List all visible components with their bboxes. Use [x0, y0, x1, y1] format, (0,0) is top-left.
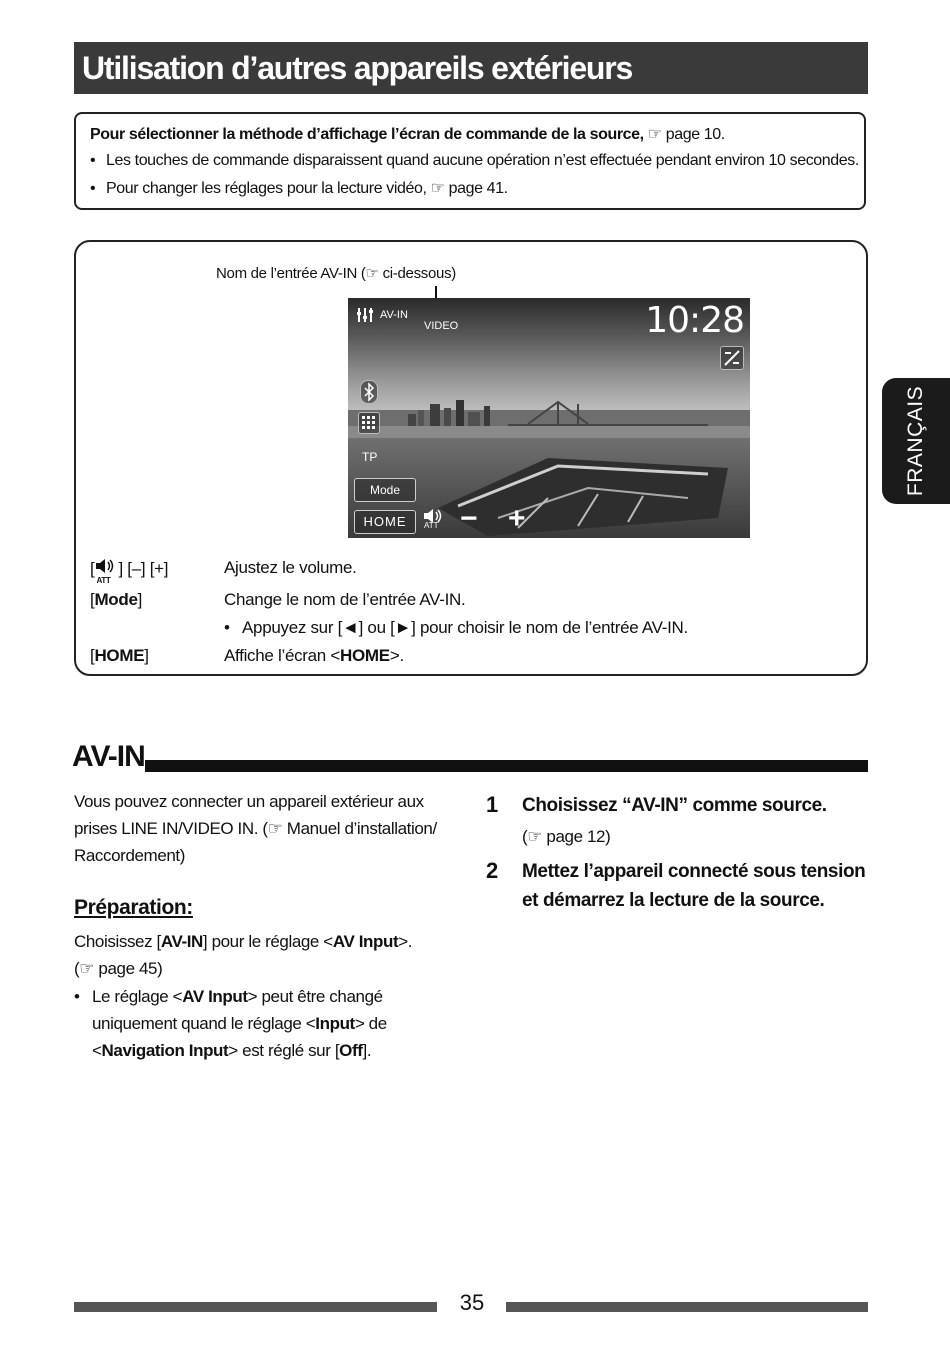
section-heading-av-in: AV-IN: [72, 740, 145, 773]
footer-bar-left: [74, 1302, 437, 1312]
info-line-1-ref: ☞ page 10.: [647, 126, 725, 143]
source-label: AV-IN: [380, 309, 408, 321]
section-heading-rule: [145, 760, 868, 772]
speaker-att-key: [94, 558, 118, 585]
home-desc-pre: Affiche l’écran <: [224, 646, 341, 665]
bullet-dot: •: [224, 618, 230, 637]
page-number: 35: [459, 1290, 485, 1315]
legend-mode-sub-bullet: [224, 618, 688, 638]
volume-up-button[interactable]: +: [508, 502, 526, 535]
prep-b3-e: ].: [362, 1041, 372, 1060]
bluetooth-icon[interactable]: [360, 380, 378, 404]
home-desc-post: >.: [389, 646, 404, 665]
prep-l1-b: AV-IN: [160, 932, 203, 951]
bracket-open: [: [90, 559, 95, 578]
prep-b3-b: Navigation Input: [101, 1041, 229, 1060]
prep-bullet-line-2: [92, 1014, 387, 1034]
prep-bullet-line-3: [92, 1041, 371, 1061]
prep-bullet-line-1: [74, 987, 383, 1007]
legend-home-key: [HOME]: [90, 646, 149, 665]
step-1-ref: (☞ page 12): [522, 827, 611, 846]
bullet-dot: •: [74, 987, 80, 1006]
intro-line-1: Vous pouvez connecter un appareil extérieur aux: [74, 792, 424, 811]
language-tab-label: FRANÇAIS: [904, 385, 927, 497]
prep-line-2: (☞ page 45): [74, 959, 163, 978]
info-bullet-1: [90, 152, 859, 170]
bullet-dot: •: [90, 152, 96, 169]
legend-volume-desc: Ajustez le volume.: [224, 558, 357, 577]
title-bar: [74, 42, 868, 94]
av-in-screen: [348, 298, 750, 538]
prep-b3-c: > est réglé sur [: [228, 1041, 340, 1060]
legend-mode-key: [Mode]: [90, 590, 143, 609]
info-bullet-2: [90, 178, 508, 198]
prep-b3-d: Off: [339, 1041, 363, 1060]
intro-line-2: prises LINE IN/VIDEO IN. (☞ Manuel d’installation/: [74, 819, 437, 838]
info-bullet-2-text: Pour changer les réglages pour la lecture vidéo, ☞ page 41.: [106, 180, 508, 197]
prep-b1-a: Le réglage <: [92, 987, 183, 1006]
input-name-label: VIDEO: [424, 320, 459, 332]
prep-l1-a: Choisissez [: [74, 932, 161, 951]
info-box: [74, 112, 866, 210]
legend-mode-desc: Change le nom de l’entrée AV-IN.: [224, 590, 466, 609]
step-2-text-line-2: et démarrez la lecture de la source.: [522, 890, 825, 911]
bullet-dot: •: [90, 180, 96, 197]
intro-line-3: Raccordement): [74, 846, 186, 865]
home-key-text: HOME: [94, 646, 145, 665]
prep-l1-c: ] pour le réglage <: [202, 932, 333, 951]
info-line-1: [90, 124, 725, 144]
prep-l1-d: AV Input: [332, 932, 399, 951]
screen-illustration-box: [74, 240, 868, 676]
info-line-1-bold: Pour sélectionner la méthode d’affichage l’écran de commande de la source,: [90, 126, 644, 143]
volume-down-button[interactable]: −: [460, 502, 478, 535]
language-tab: [882, 378, 950, 504]
home-button[interactable]: HOME: [354, 510, 416, 534]
prep-line-1: [74, 932, 412, 952]
mode-key-text: Mode: [94, 590, 138, 609]
legend-mode-sub-text: Appuyez sur [◄] ou [►] pour choisir le nom de l’entrée AV-IN.: [242, 618, 688, 637]
preparation-heading: Préparation:: [74, 896, 193, 919]
prep-b1-b: AV Input: [182, 987, 248, 1006]
step-2-number: 2: [486, 858, 499, 883]
step-1-text: Choisissez “AV-IN” comme source.: [522, 795, 827, 816]
home-desc-bold: HOME: [340, 646, 390, 665]
equalizer-icon: [356, 306, 376, 324]
prep-b2-c: > de: [354, 1014, 387, 1033]
clock: 10:28: [645, 300, 744, 341]
keypad-icon[interactable]: [358, 412, 380, 434]
prep-b3-a: <: [92, 1041, 102, 1060]
footer-bar-right: [506, 1302, 868, 1312]
prep-l1-e: >.: [398, 932, 413, 951]
speaker-att-button[interactable]: [422, 508, 444, 534]
step-1-number: 1: [486, 792, 499, 817]
legend-volume-key: [90, 558, 169, 585]
att-label: ATT: [96, 576, 111, 585]
info-bullet-1-text: Les touches de commande disparaissent quand aucune opération n’est effectuée pendant environ 10 secondes.: [106, 152, 859, 169]
volume-key-suffix: ] [–] [+]: [118, 559, 169, 578]
prep-b1-c: > peut être changé: [247, 987, 383, 1006]
prep-b2-b: Input: [315, 1014, 355, 1033]
legend-home-desc: [224, 646, 404, 666]
screen-caption: Nom de l’entrée AV-IN (☞ ci-dessous): [216, 265, 456, 282]
page-title: Utilisation d’autres appareils extérieurs: [82, 50, 633, 86]
prep-b2-a: uniquement quand le réglage <: [92, 1014, 316, 1033]
tp-indicator: TP: [362, 450, 378, 464]
speaker-icon: [94, 558, 118, 574]
step-2-text-line-1: Mettez l’appareil connecté sous tension: [522, 861, 866, 882]
att-label: ATT: [424, 521, 439, 530]
mode-button[interactable]: Mode: [354, 478, 416, 502]
aspect-ratio-icon[interactable]: [720, 346, 744, 370]
